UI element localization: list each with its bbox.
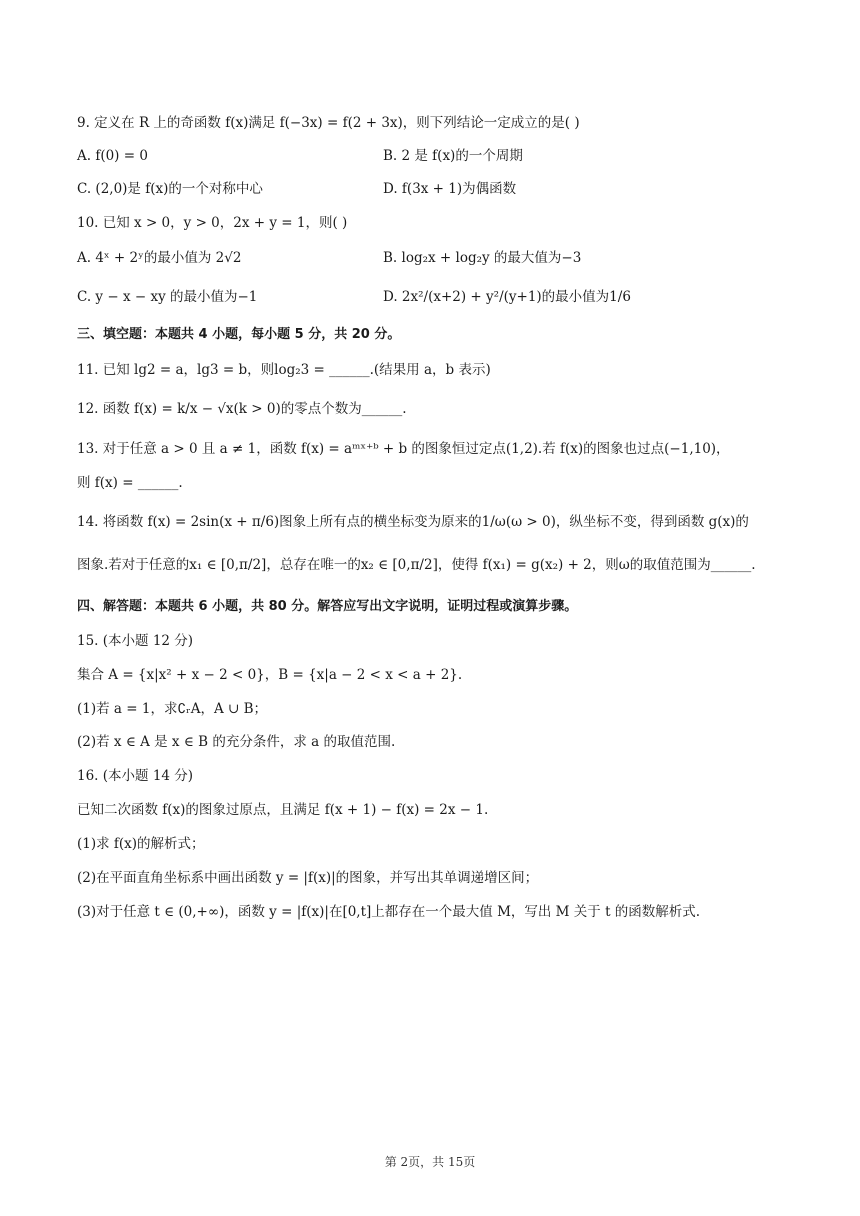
- q9-option-a: A. f(0) = 0: [77, 148, 148, 164]
- q16-part-3: (3)对于任意 t ∈ (0,+∞)，函数 y = |f(x)|在[0,t]上都存在一个最大值 M，写出 M 关于 t 的函数解析式.: [77, 904, 701, 920]
- q9-option-d: D. f(3x + 1)为偶函数: [383, 181, 517, 197]
- page-footer: 第 2页，共 15页: [384, 1155, 476, 1169]
- q10-option-c: C. y − x − xy 的最小值为−1: [77, 289, 258, 305]
- q9-stem: 9. 定义在 R 上的奇函数 f(x)满足 f(−3x) = f(2 + 3x)，则下列结论一定成立的是( ): [77, 115, 580, 131]
- q14-line-1: 14. 将函数 f(x) = 2sin(x + π/6)图象上所有点的横坐标变为原来的1/ω(ω > 0)，纵坐标不变，得到函数 g(x)的: [77, 514, 749, 530]
- section-3-heading: 三、填空题：本题共 4 小题，每小题 5 分，共 20 分。: [77, 327, 401, 342]
- q16-part-2: (2)在平面直角坐标系中画出函数 y = |f(x)|的图象，并写出其单调递增区间；: [77, 870, 539, 886]
- section-4-heading: 四、解答题：本题共 6 小题，共 80 分。解答应写出文字说明，证明过程或演算步骤。: [77, 599, 578, 614]
- q15-part-1: (1)若 a = 1，求∁ᵣA，A ∪ B；: [77, 701, 268, 717]
- q16-title: 16. (本小题 14 分): [77, 768, 194, 784]
- q9-option-b: B. 2 是 f(x)的一个周期: [383, 148, 523, 164]
- q10-option-d: D. 2x²/(x+2) + y²/(y+1)的最小值为1/6: [383, 289, 631, 305]
- q10-option-a: A. 4ˣ + 2ʸ的最小值为 2√2: [77, 250, 242, 266]
- q13-line-1: 13. 对于任意 a > 0 且 a ≠ 1，函数 f(x) = aᵐˣ⁺ᵇ + b 的图象恒过定点(1,2).若 f(x)的图象也过点(−1,10)，: [77, 441, 730, 457]
- q13-line-2: 则 f(x) = ______.: [77, 475, 183, 491]
- q12: 12. 函数 f(x) = k/x − √x(k > 0)的零点个数为______.: [77, 401, 407, 417]
- q10-option-b: B. log₂x + log₂y 的最大值为−3: [383, 250, 582, 266]
- q10-stem: 10. 已知 x > 0，y > 0，2x + y = 1，则( ): [77, 215, 348, 231]
- q16-part-1: (1)求 f(x)的解析式；: [77, 836, 205, 852]
- q15-title: 15. (本小题 12 分): [77, 633, 194, 649]
- q15-part-2: (2)若 x ∈ A 是 x ∈ B 的充分条件，求 a 的取值范围.: [77, 734, 396, 750]
- q14-line-2: 图象.若对于任意的x₁ ∈ [0,π/2]，总存在唯一的x₂ ∈ [0,π/2]，使得 f(x₁) = g(x₂) + 2，则ω的取值范围为______.: [77, 557, 756, 573]
- q11: 11. 已知 lg2 = a，lg3 = b，则log₂3 = ______.(结果用 a，b 表示): [77, 362, 491, 378]
- q15-stem: 集合 A = {x|x² + x − 2 < 0}，B = {x|a − 2 < x < a + 2}.: [77, 667, 463, 683]
- q16-stem: 已知二次函数 f(x)的图象过原点，且满足 f(x + 1) − f(x) = 2x − 1.: [77, 802, 489, 818]
- q9-option-c: C. (2,0)是 f(x)的一个对称中心: [77, 181, 263, 197]
